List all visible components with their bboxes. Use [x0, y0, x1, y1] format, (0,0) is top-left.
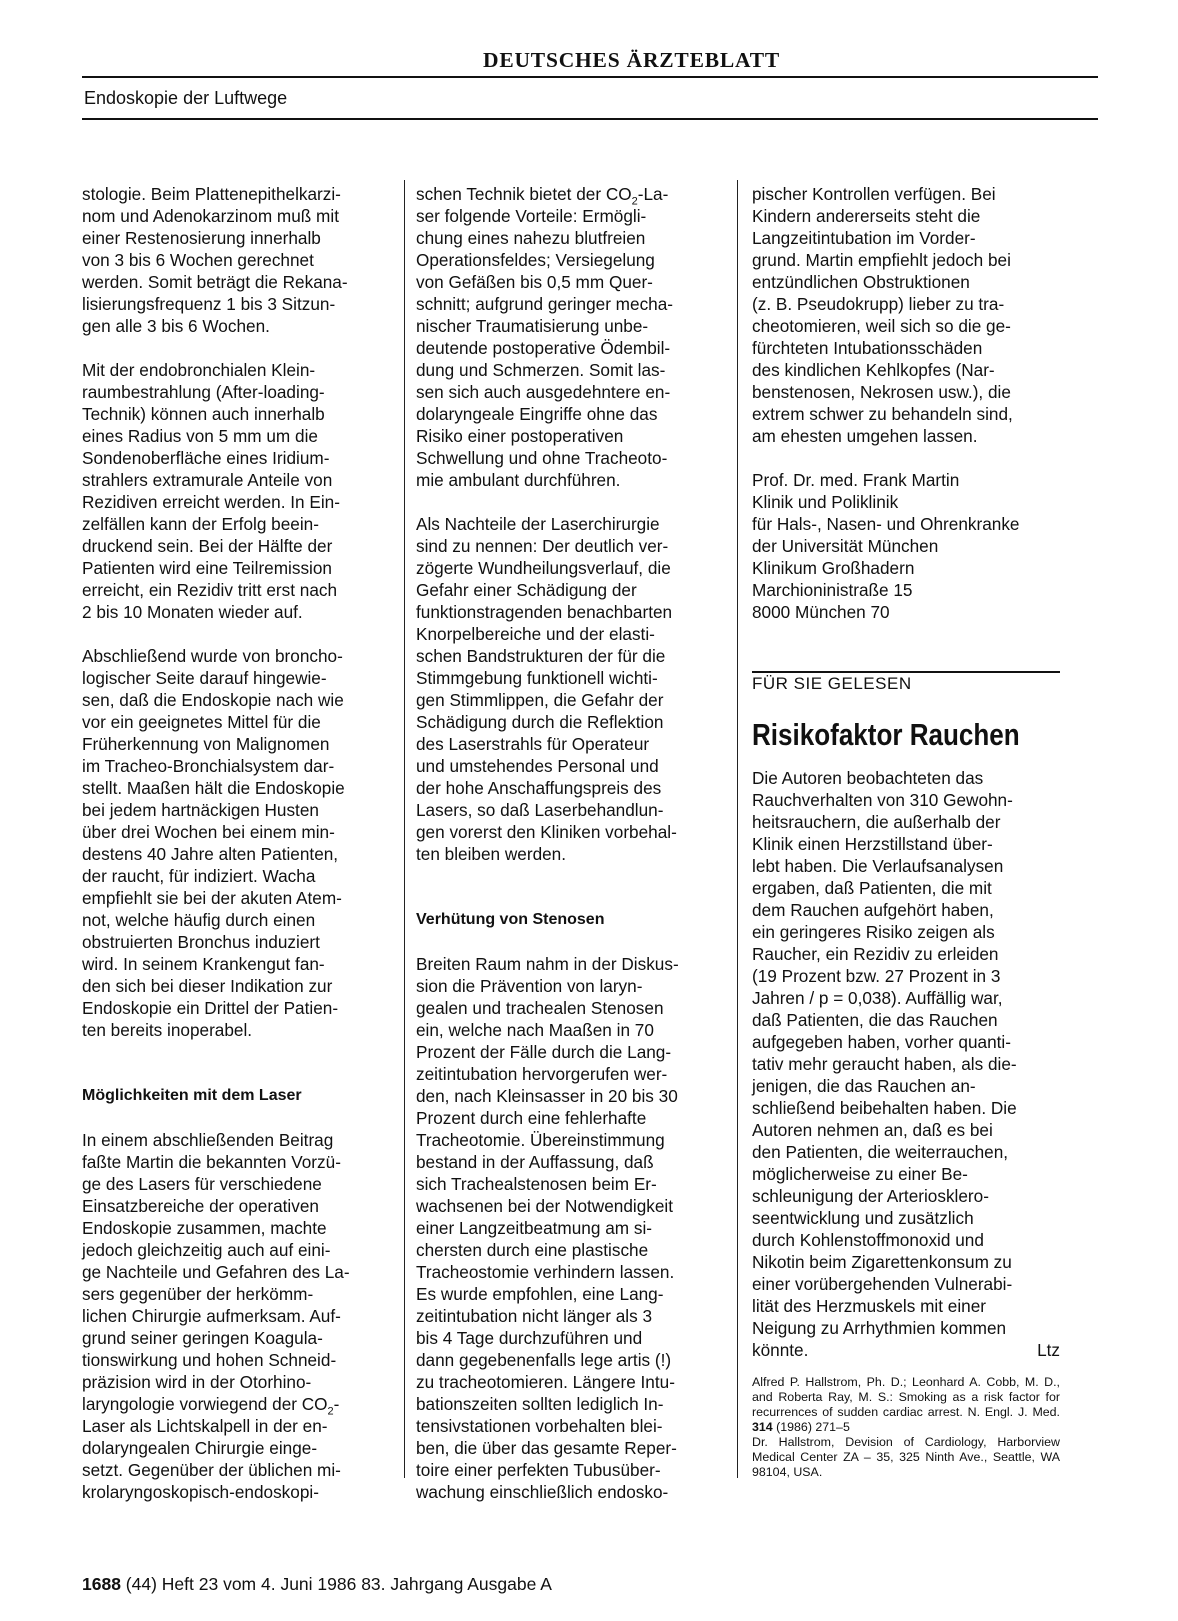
signature-line: könnte. Ltz — [752, 1339, 1060, 1360]
text-line: stellt. Maaßen hält die Endoskopie — [82, 778, 345, 798]
text-line: destens 40 Jahre alten Patienten, — [82, 844, 339, 864]
text-line: Als Nachteile der Laserchirurgie — [416, 514, 660, 534]
paragraph — [416, 205, 726, 491]
text-line: Autoren nehmen an, daß es bei — [752, 1119, 993, 1140]
text-line: den sich bei dieser Indikation zur — [82, 976, 333, 996]
text-line: schen Bandstrukturen der für die — [416, 646, 666, 666]
text-line: eines Radius von 5 mm um die — [82, 426, 318, 446]
text-line: dem Rauchen aufgehört haben, — [752, 899, 994, 920]
text-line: jedoch gleichzeitig auch auf eini- — [82, 1240, 331, 1260]
text-line: Früherkennung von Malignomen — [82, 734, 330, 754]
text-line: not, welche häufig durch einen — [82, 910, 316, 930]
text-line: tionswirkung und hohen Schneid- — [82, 1350, 337, 1370]
text-line: pischer Kontrollen verfügen. Bei — [752, 184, 996, 204]
text-line: bei jedem hartnäckigen Husten — [82, 800, 319, 820]
text-line: (19 Prozent bzw. 27 Prozent in 3 — [752, 965, 1001, 986]
text-line: 8000 München 70 — [752, 602, 890, 622]
text-line: des Laserstrahls für Operateur — [416, 734, 650, 754]
text-line: über drei Wochen bei einem min- — [82, 822, 335, 842]
text-line: ben, die über das gesamte Reper- — [416, 1438, 677, 1458]
text-line: gen alle 3 bis 6 Wochen. — [82, 316, 270, 336]
text-line: stologie. Beim Plattenepithelkarzi- — [82, 184, 341, 204]
text-line: cheotomieren, weil sich so die ge- — [752, 316, 1011, 336]
text-line: chersten durch eine plastische — [416, 1240, 649, 1260]
paragraph — [416, 513, 726, 865]
text-line: Nikotin beim Zigarettenkonsum zu — [752, 1251, 1012, 1272]
reference: Alfred P. Hallstrom, Ph. D.; Leonhard A. Cobb, M. D., and Roberta Ray, M. S.: Smoking as a risk factor for recurrences of sudden cardiac arrest. N. Engl. J. Med. 314 (1986) 271–5 Dr. Hallstrom, Devision of Cardiology, Harborview Medical Center ZA – 35, 325 Ninth Ave., Seattle, WA 98104, USA. — [752, 1374, 1060, 1479]
text-line: lichen Chirurgie aufmerksam. Auf- — [82, 1306, 341, 1326]
text-line: Raucher, ein Rezidiv zu erleiden — [752, 943, 999, 964]
text-line: nom und Adenokarzinom muß mit — [82, 206, 339, 226]
text-line: Patienten wird eine Teilremission — [82, 558, 332, 578]
column-divider-2 — [737, 180, 738, 1478]
text-line: Prozent durch eine fehlerhafte — [416, 1108, 647, 1128]
header-rule — [82, 76, 1098, 78]
text-line: Gefahr einer Schädigung der — [416, 580, 637, 600]
text-line: empfiehlt sie bei der akuten Atem- — [82, 888, 342, 908]
text-line: für Hals-, Nasen- und Ohrenkranke — [752, 514, 1020, 534]
text-line: am ehesten umgehen lassen. — [752, 426, 978, 446]
text-line: raumbestrahlung (After-loading- — [82, 382, 325, 402]
paragraph — [82, 1129, 392, 1393]
text-line: mie ambulant durchführen. — [416, 470, 621, 490]
text-line: sich Trachealstenosen beim Er- — [416, 1174, 657, 1194]
text-line: Rezidiven erreicht werden. In Ein- — [82, 492, 340, 512]
text-line: wachung einschließlich endosko- — [416, 1482, 669, 1502]
subheading: Möglichkeiten mit dem Laser — [82, 1087, 302, 1104]
text-line: Tracheotomie. Übereinstimmung — [416, 1130, 665, 1150]
text-line: Knorpelbereiche und der elasti- — [416, 624, 655, 644]
text-line: Tracheostomie verhindern lassen. — [416, 1262, 675, 1282]
text-line: laryngologie vorwiegend der $CO_2-$ — [82, 1394, 340, 1418]
text-line: Es wurde empfohlen, eine Lang- — [416, 1284, 664, 1304]
text-line: druckend sein. Bei der Hälfte der — [82, 536, 333, 556]
text-line: Stimmgebung funktionell wichti- — [416, 668, 658, 688]
text-line: zeitintubation hervorgerufen wer- — [416, 1064, 668, 1084]
text-line: Sondenoberfläche eines Iridium- — [82, 448, 330, 468]
text-line: lebt haben. Die Verlaufsanalysen — [752, 855, 1004, 876]
text-line: lisierungsfrequenz 1 bis 3 Sitzun- — [82, 294, 336, 314]
text-line: gen vorerst den Kliniken vorbehal- — [416, 822, 677, 842]
text-line: Marchioninistraße 15 — [752, 580, 913, 600]
text-line: erreicht, ein Rezidiv tritt erst nach — [82, 580, 338, 600]
text-line: der hohe Anschaffungspreis des — [416, 778, 662, 798]
text-line: Endoskopie ein Drittel der Patien- — [82, 998, 339, 1018]
text-line: dolaryngealen Chirurgie einge- — [82, 1438, 318, 1458]
text-line: einer vorübergehenden Vulnerabi- — [752, 1273, 1013, 1294]
text-line: bis 4 Tage durchzuführen und — [416, 1328, 643, 1348]
text-line: dann gegebenenfalls lege artis (!) — [416, 1350, 672, 1370]
text-line: ser folgende Vorteile: Ermögli- — [416, 206, 647, 226]
text-line: seentwicklung und zusätzlich — [752, 1207, 974, 1228]
text-line: sion die Prävention von laryn- — [416, 976, 643, 996]
paragraph — [82, 1415, 392, 1503]
text-line: Operationsfeldes; Versiegelung — [416, 250, 655, 270]
journal-title: DEUTSCHES ÄRZTEBLATT — [483, 48, 780, 72]
text-line: Breiten Raum nahm in der Diskus- — [416, 954, 679, 974]
text-line: ten bereits inoperabel. — [82, 1020, 253, 1040]
text-line: durch Kohlenstoffmonoxid und — [752, 1229, 984, 1250]
column-2 — [416, 183, 726, 1503]
text-line: nischer Traumatisierung unbe- — [416, 316, 649, 336]
text-line: schen Technik bietet der $CO_2-La-$ — [416, 184, 669, 208]
text-line: toire einer perfekten Tubusüber- — [416, 1460, 661, 1480]
subheading: Verhütung von Stenosen — [416, 911, 605, 928]
text-line: schließend beibehalten haben. Die — [752, 1097, 1017, 1118]
text-line: von Gefäßen bis 0,5 mm Quer- — [416, 272, 653, 292]
text-line: tativ mehr geraucht haben, als die- — [752, 1053, 1017, 1074]
paragraph — [82, 645, 392, 1041]
text-line: von 3 bis 6 Wochen gerechnet — [82, 250, 314, 270]
text-line: daß Patienten, die das Rauchen — [752, 1009, 998, 1030]
text-line: einer Langzeitbeatmung am si- — [416, 1218, 652, 1238]
paragraph — [752, 767, 1060, 1339]
text-line: benstenosen, Nekrosen usw.), die — [752, 382, 1011, 402]
text-line: setzt. Gegenüber der üblichen mi- — [82, 1460, 341, 1480]
text-line: Mit der endobronchialen Klein- — [82, 360, 316, 380]
text-line: deutende postoperative Ödembil- — [416, 338, 671, 358]
text-line: Die Autoren beobachteten das — [752, 767, 984, 788]
page-number: 1688 — [82, 1574, 121, 1594]
text-line: lität des Herzmuskels mit einer — [752, 1295, 987, 1316]
text-line: Schädigung durch die Reflektion — [416, 712, 664, 732]
text-line: zelfällen kann der Erfolg beein- — [82, 514, 319, 534]
text-line: funktionstragenden benachbarten — [416, 602, 673, 622]
text-line: ein geringeres Risiko zeigen als — [752, 921, 995, 942]
paragraph — [416, 953, 726, 1503]
text-line: Risiko einer postoperativen — [416, 426, 624, 446]
column-divider-1 — [404, 180, 405, 1478]
text-line: dolaryngeale Eingriffe ohne das — [416, 404, 658, 424]
text-line: gen Stimmlippen, die Gefahr der — [416, 690, 664, 710]
text-line: (z. B. Pseudokrupp) lieber zu tra- — [752, 294, 1005, 314]
text-line: extrem schwer zu behandeln sind, — [752, 404, 1013, 424]
text-line: ein, welche nach Maaßen in 70 — [416, 1020, 654, 1040]
text-line: der raucht, für indiziert. Wacha — [82, 866, 316, 886]
text-line: chung eines nahezu blutfreien — [416, 228, 646, 248]
text-line: zögerte Wundheilungsverlauf, die — [416, 558, 671, 578]
text-line: wachsenen bei der Notwendigkeit — [416, 1196, 674, 1216]
text-line: obstruierten Bronchus induziert — [82, 932, 320, 952]
text-line: zeitintubation nicht länger als 3 — [416, 1306, 653, 1326]
text-line: schnitt; aufgrund geringer mecha- — [416, 294, 673, 314]
text-line: faßte Martin die bekannten Vorzü- — [82, 1152, 341, 1172]
text-line: Jahren / p = 0,038). Auffällig war, — [752, 987, 1003, 1008]
text-line: werden. Somit beträgt die Rekana- — [82, 272, 348, 292]
text-line: ten bleiben werden. — [416, 844, 567, 864]
text-line: Kindern andererseits steht die — [752, 206, 981, 226]
footer: 1688 (44) Heft 23 vom 4. Juni 1986 83. Jahrgang Ausgabe A — [82, 1574, 552, 1594]
text-line: Klinik und Poliklinik — [752, 492, 899, 512]
text-line: Prof. Dr. med. Frank Martin — [752, 470, 960, 490]
text-line: wird. In seinem Krankengut fan- — [82, 954, 325, 974]
text-line: sind zu nennen: Der deutlich ver- — [416, 536, 669, 556]
text-line: Schwellung und ohne Tracheoto- — [416, 448, 668, 468]
text-line: sen, daß die Endoskopie nach wie — [82, 690, 344, 710]
paragraph — [82, 183, 392, 337]
text-line: Langzeitintubation im Vorder- — [752, 228, 976, 248]
text-line: Endoskopie zusammen, machte — [82, 1218, 327, 1238]
signature: Ltz — [1037, 1339, 1060, 1360]
text-line: Lasers, so daß Laserbehandlun- — [416, 800, 664, 820]
text-line: des kindlichen Kehlkopfes (Nar- — [752, 360, 995, 380]
column-1 — [82, 183, 392, 1503]
text-line: jenigen, die das Rauchen an- — [752, 1075, 976, 1096]
text-line: krolaryngoskopisch-endoskopi- — [82, 1482, 319, 1502]
paragraph — [752, 183, 1060, 447]
text-line: vor ein geeignetes Mittel für die — [82, 712, 321, 732]
text-line: Laser als Lichtskalpell in der en- — [82, 1416, 328, 1436]
column-3 — [752, 183, 1060, 1480]
text-line: schleunigung der Arteriosklero- — [752, 1185, 989, 1206]
text-line: bationszeiten sollten lediglich In- — [416, 1394, 664, 1414]
text-line: 2 bis 10 Monaten wieder auf. — [82, 602, 303, 622]
text-line: gealen und trachealen Stenosen — [416, 998, 664, 1018]
text-line: aufgegeben haben, vorher quanti- — [752, 1031, 1011, 1052]
author-address — [752, 469, 1060, 623]
text-line: Abschließend wurde von broncho- — [82, 646, 343, 666]
text-line: grund seiner geringen Koagula- — [82, 1328, 323, 1348]
text-line: bestand in der Auffassung, daß — [416, 1152, 654, 1172]
text-line: logischer Seite darauf hingewie- — [82, 668, 327, 688]
text-line: In einem abschließenden Beitrag — [82, 1130, 334, 1150]
text-line: Neigung zu Arrhythmien kommen — [752, 1317, 1007, 1338]
text-line: fürchteten Intubationsschäden — [752, 338, 983, 358]
text-line: ge des Lasers für verschiedene — [82, 1174, 322, 1194]
paragraph — [82, 359, 392, 623]
text-line: Klinik einen Herzstillstand über- — [752, 833, 993, 854]
text-line: ge Nachteile und Gefahren des La- — [82, 1262, 350, 1282]
text-line: präzision wird in der Otorhino- — [82, 1372, 312, 1392]
text-line: Prozent der Fälle durch die Lang- — [416, 1042, 672, 1062]
text-line: und umstehendes Personal und — [416, 756, 659, 776]
text-line: sers gegenüber der herkömm- — [82, 1284, 314, 1304]
text-line: heitsrauchern, die außerhalb der — [752, 811, 1001, 832]
kicker: FÜR SIE GELESEN — [752, 673, 912, 693]
text-line: Rauchverhalten von 310 Gewohn- — [752, 789, 1013, 810]
article-title: Risikofaktor Rauchen — [752, 716, 1020, 752]
text-line: den, nach Kleinsasser in 20 bis 30 — [416, 1086, 678, 1106]
text-line: grund. Martin empfiehlt jedoch bei — [752, 250, 1011, 270]
text-line: ergaben, daß Patienten, die mit — [752, 877, 992, 898]
text-line: Technik) können auch innerhalb — [82, 404, 325, 424]
text-line: dung und Schmerzen. Somit las- — [416, 360, 666, 380]
text-line: entzündlichen Obstruktionen — [752, 272, 970, 292]
text-line: strahlers extramurale Anteile von — [82, 470, 333, 490]
section-rule — [82, 118, 1098, 120]
section-label: Endoskopie der Luftwege — [84, 88, 288, 108]
text-line: Einsatzbereiche der operativen — [82, 1196, 319, 1216]
text-line: sen sich auch ausgedehntere en- — [416, 382, 671, 402]
text-line: im Tracheo-Bronchialsystem dar- — [82, 756, 335, 776]
text-line: den Patienten, die weiterrauchen, — [752, 1141, 1009, 1162]
text-line: der Universität München — [752, 536, 939, 556]
text-line: möglicherweise zu einer Be- — [752, 1163, 968, 1184]
text-line: einer Restenosierung innerhalb — [82, 228, 321, 248]
text-line: zu tracheotomieren. Längere Intu- — [416, 1372, 675, 1392]
text-line: tensivstationen vorbehalten blei- — [416, 1416, 663, 1436]
text-line: Klinikum Großhadern — [752, 558, 915, 578]
